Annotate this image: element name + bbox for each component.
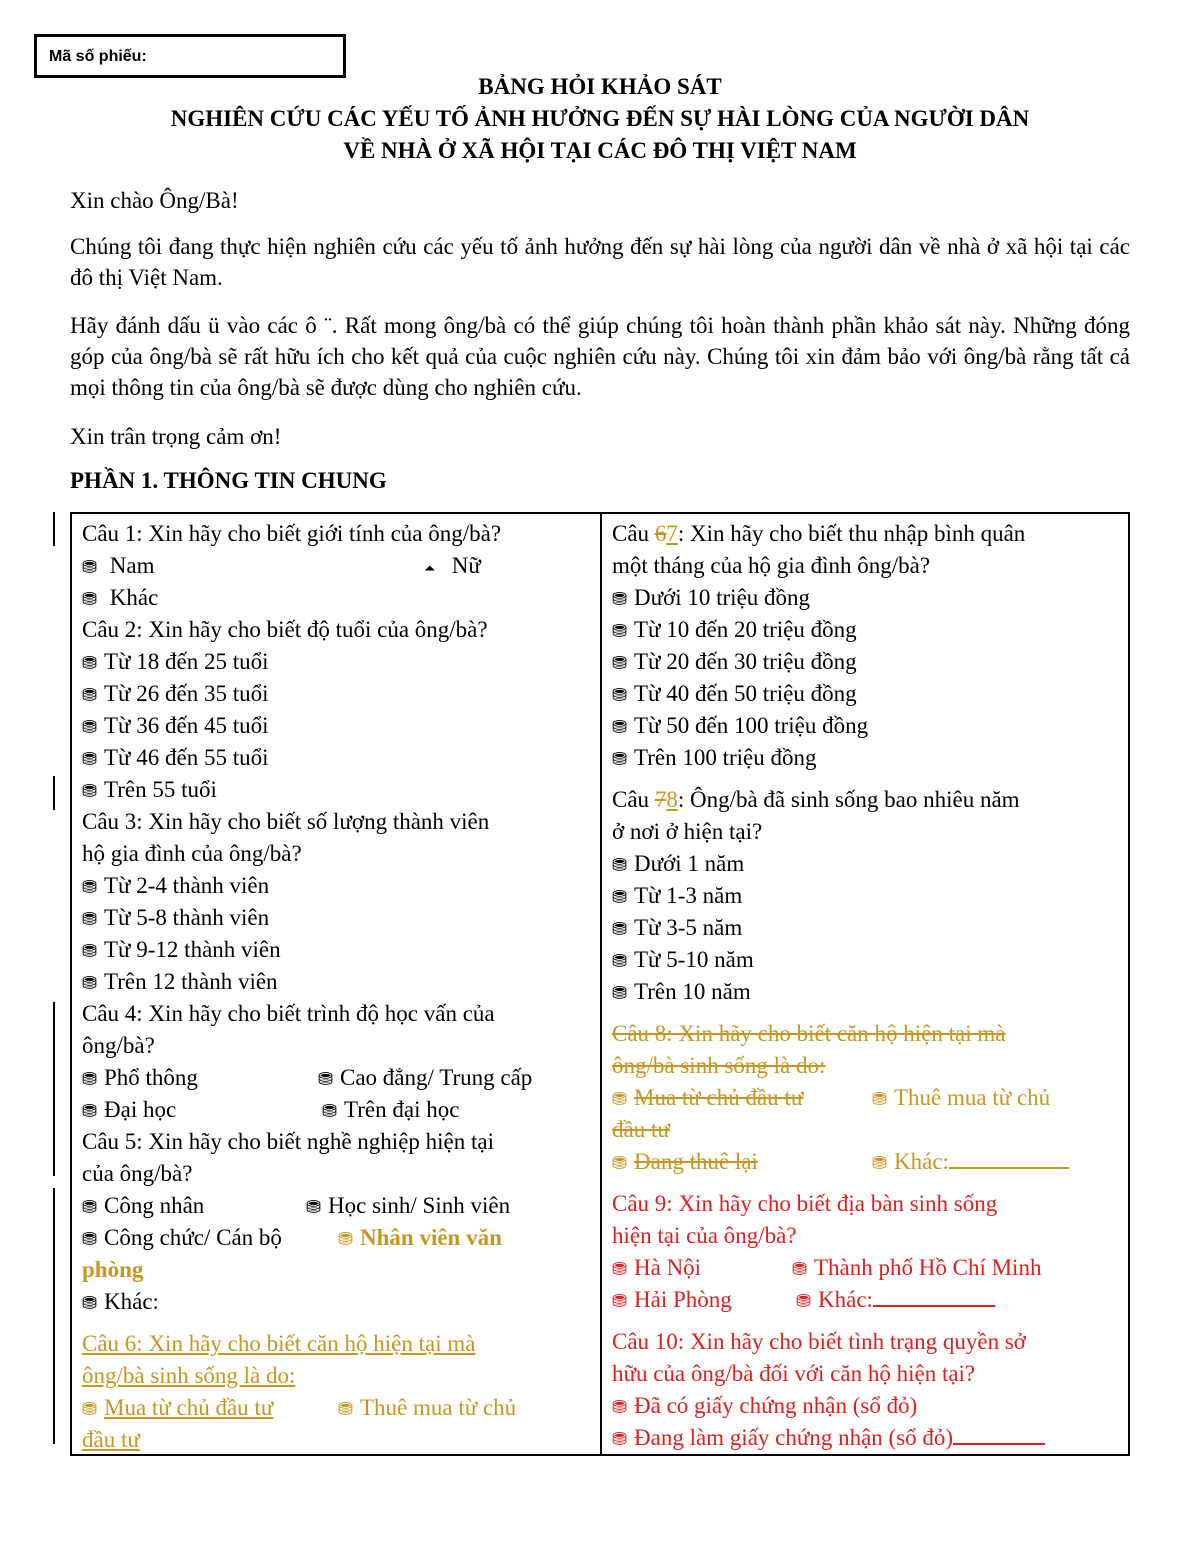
q9-options-row [612,1252,1122,1284]
inserted-number: 7 [666,521,678,546]
inserted-number: 8 [666,787,678,812]
q7-option[interactable] [612,582,1122,614]
checkbox-icon: ⛃ [612,855,628,876]
checkbox-icon: ⛃ [612,1089,628,1110]
q2-option[interactable] [82,710,592,742]
option-label: Từ 46 đến 55 tuổi [104,745,269,770]
q6-question-line-1: Câu 6: Xin hãy cho biết căn hộ hiện tại mà [82,1331,476,1356]
q4-question-line-2: ông/bà? [82,1033,155,1058]
option-label: Cao đẳng/ Trung cấp [340,1065,533,1090]
checkbox-icon: ⛃ [82,973,98,994]
option-label: Nhân viên văn [360,1225,502,1250]
question-text: : Ông/bà đã sinh sống bao nhiêu năm [677,787,1020,812]
option-label: Công nhân [104,1193,205,1218]
checkbox-icon: ⛃ [82,685,98,706]
spacer [612,1008,1122,1018]
q7-option[interactable] [612,614,1122,646]
deleted-q8-option-cont: đầu tư [612,1117,670,1142]
answer-blank[interactable] [953,1443,1045,1445]
q9-option[interactable] [612,1287,732,1312]
q3-option[interactable] [82,966,592,998]
answer-blank [949,1167,1069,1169]
option-label: Thuê mua từ chủ [360,1395,517,1420]
section-title: PHẦN 1. THÔNG TIN CHUNG [70,468,387,493]
q5-question-line-2: của ông/bà? [82,1161,193,1186]
checkbox-icon: ⛃ [82,1293,98,1314]
q7-option[interactable] [612,742,1122,774]
option-label: Từ 2-4 thành viên [104,873,270,898]
q6-question-line-2: ông/bà sinh sống là do: [82,1363,296,1388]
q8-question-line-2: ở nơi ở hiện tại? [612,819,763,844]
checkbox-icon: ⛃ [306,1197,322,1218]
q7-option[interactable] [612,646,1122,678]
checkbox-icon: ⛃ [796,1291,812,1312]
q4-options-row [82,1062,592,1094]
option-label: Thành phố Hồ Chí Minh [814,1255,1042,1280]
option-label: Phổ thông [104,1065,198,1090]
revision-bar [53,1002,55,1176]
q5-question-line-1: Câu 5: Xin hãy cho biết nghề nghiệp hiện tại [82,1129,494,1154]
option-label: Nữ [451,553,481,578]
left-column [82,518,592,1456]
deleted-q8-options-row [612,1146,1122,1178]
q4-option[interactable] [322,1094,459,1128]
option-label: Mua từ chủ đầu tư [634,1085,804,1110]
q9-question-line-2: hiện tại của ông/bà? [612,1223,797,1248]
option-label: Từ 26 đến 35 tuổi [104,681,269,706]
deleted-q8-option [612,1149,758,1174]
option-label: Từ 5-10 năm [634,947,754,972]
option-label: Đang thuê lại [634,1149,758,1174]
q1-options-row [82,550,592,582]
deleted-q8-question-line-1: Câu 8: Xin hãy cho biết căn hộ hiện tại mà [612,1021,1006,1046]
checkbox-icon: ⛃ [612,1259,628,1280]
q1-option-nu[interactable] [424,550,481,585]
greeting: Xin chào Ông/Bà! [70,188,239,213]
q9-options-row [612,1284,1122,1316]
option-label: Từ 5-8 thành viên [104,905,270,930]
spacer [612,774,1122,784]
q6-options-row [82,1392,592,1424]
q3-question-line-2: hộ gia đình của ông/bà? [82,841,302,866]
checkbox-icon: ⛃ [612,887,628,908]
checkbox-icon: ⛃ [82,941,98,962]
checkbox-icon: ⛃ [82,589,98,610]
deleted-q8-option [872,1082,1050,1116]
option-label: Hà Nội [634,1255,702,1280]
checkbox-icon: ⛃ [792,1259,808,1280]
revision-bar [53,512,55,546]
checkbox-icon: ⛃ [82,877,98,898]
option-label: Từ 9-12 thành viên [104,937,281,962]
q4-option[interactable] [318,1062,532,1096]
q7-option[interactable] [612,710,1122,742]
q8-option[interactable] [612,944,1122,976]
q6-option-cont: đầu tư [82,1427,140,1452]
q10-question-line-1: Câu 10: Xin hãy cho biết tình trạng quyền sở [612,1329,1026,1354]
checkbox-icon: ⛃ [322,1101,338,1122]
option-label: Trên 55 tuổi [104,777,217,802]
checkbox-icon: ⛃ [318,1069,334,1090]
revision-bar [53,1188,55,1444]
intro-paragraph-1: Chúng tôi đang thực hiện nghiên cứu các yếu tố ảnh hưởng đến sự hài lòng của người dân về nhà ở xã hội tại các đô thị Việt Nam. [70,234,1130,290]
deleted-q8-options-row [612,1082,1122,1114]
option-label: Dưới 10 triệu đồng [634,585,811,610]
right-column [612,518,1122,1454]
q4-option[interactable] [82,1065,198,1090]
q10-question-line-2: hữu của ông/bà đối với căn hộ hiện tại? [612,1361,976,1386]
q5-option[interactable] [82,1193,204,1218]
title-line-2: NGHIÊN CỨU CÁC YẾU TỐ ẢNH HƯỞNG ĐẾN SỰ HÀI LÒNG CỦA NGƯỜI DÂN [170,106,1030,131]
q2-option[interactable] [82,678,592,710]
option-label: Học sinh/ Sinh viên [328,1193,511,1218]
option-label: Từ 40 đến 50 triệu đồng [634,681,857,706]
checkbox-icon: ⛃ [82,909,98,930]
deleted-q8-option [872,1146,1069,1180]
q3-option[interactable] [82,934,592,966]
q9-option[interactable] [792,1252,1041,1286]
checkbox-icon: ⛃ [82,781,98,802]
option-label: Khác: [818,1287,873,1312]
deleted-q8-question-line-2: ông/bà sinh sống là do: [612,1053,826,1078]
radio-icon: ⏶ [424,561,436,577]
q3-option[interactable] [82,870,592,902]
checkbox-icon: ⛃ [612,621,628,642]
q7-option[interactable] [612,678,1122,710]
q2-option[interactable] [82,774,592,806]
checkbox-icon: ⛃ [612,951,628,972]
checkbox-icon: ⛃ [612,1153,628,1174]
q10-option[interactable] [612,1390,1122,1422]
q4-question-line-1: Câu 4: Xin hãy cho biết trình độ học vấn của [82,1001,495,1026]
checkbox-icon: ⛃ [338,1229,354,1250]
option-label: Hải Phòng [634,1287,732,1312]
question-prefix: Câu [612,787,655,812]
question-text: : Xin hãy cho biết thu nhập bình quân [677,521,1026,546]
checkbox-icon: ⛃ [612,1429,628,1450]
checkbox-icon: ⛃ [612,983,628,1004]
revision-bar [53,776,55,810]
checkbox-icon: ⛃ [872,1089,888,1110]
option-label: Thuê mua từ chủ [894,1085,1051,1110]
question-prefix: Câu [612,521,655,546]
q9-question-line-1: Câu 9: Xin hãy cho biết địa bàn sinh sống [612,1191,998,1216]
option-label: Từ 1-3 năm [634,883,743,908]
intro-paragraph-2: Hãy đánh dấu ü vào các ô ¨. Rất mong ông/bà có thể giúp chúng tôi hoàn thành phần khảo sát này. Những đóng góp của ông/bà sẽ rất hữu ích cho kết quả của cuộc nghiên cứu này. Chúng tôi xin đảm bảo với ông/bà rằng tất cả mọi thông tin của ông/bà sẽ được dùng cho nghiên cứu. [70,313,1130,400]
q3-option[interactable] [82,902,592,934]
q5-option-inserted-cont: phòng [82,1257,144,1282]
checkbox-icon: ⛃ [82,1229,98,1250]
q2-option[interactable] [82,742,592,774]
deleted-number: 7 [654,787,667,812]
option-label: Khác: [894,1149,949,1174]
checkbox-icon: ⛃ [612,653,628,674]
questions-table [70,512,1130,1456]
option-label: Đã có giấy chứng nhận (sổ đỏ) [634,1393,918,1418]
q5-options-row [82,1222,592,1254]
checkbox-icon: ⛃ [82,653,98,674]
answer-blank[interactable] [873,1305,995,1307]
q5-options-row [82,1190,592,1222]
checkbox-icon: ⛃ [612,717,628,738]
option-label: Dưới 1 năm [634,851,745,876]
option-label: Đang làm giấy chứng nhận (sổ đỏ) [634,1425,954,1450]
option-label: Trên 100 triệu đồng [634,745,817,770]
checkbox-icon: ⛃ [612,1291,628,1312]
q9-option[interactable] [612,1255,701,1280]
q9-option[interactable] [796,1284,995,1318]
option-label: Từ 50 đến 100 triệu đồng [634,713,869,738]
title-line-1: BẢNG HỎI KHẢO SÁT [478,74,722,99]
form-id-label: Mã số phiếu: [49,48,147,65]
option-label: Từ 36 đến 45 tuổi [104,713,269,738]
q8-question-line-1 [612,784,1122,816]
q6-option[interactable] [82,1395,273,1420]
q8-option[interactable] [612,848,1122,880]
option-label: Nam [109,553,155,578]
q5-option[interactable] [306,1190,510,1224]
q5-option-inserted[interactable] [338,1222,502,1256]
q3-question-line-1: Câu 3: Xin hãy cho biết số lượng thành viên [82,809,490,834]
checkbox-icon: ⛃ [82,1069,98,1090]
checkbox-icon: ⛃ [82,1197,98,1218]
option-label: Từ 18 đến 25 tuổi [104,649,269,674]
q7-question-line-1 [612,518,1122,550]
checkbox-icon: ⛃ [612,685,628,706]
title-line-3: VỀ NHÀ Ở XÃ HỘI TẠI CÁC ĐÔ THỊ VIỆT NAM [343,138,857,163]
option-label: Từ 3-5 năm [634,915,743,940]
checkbox-icon: ⛃ [82,717,98,738]
q10-option[interactable] [612,1422,1122,1454]
q2-option[interactable] [82,646,592,678]
q8-option[interactable] [612,880,1122,912]
option-label: Đại học [104,1097,177,1122]
option-label: Trên 12 thành viên [104,969,278,994]
option-label: Từ 10 đến 20 triệu đồng [634,617,857,642]
q4-option[interactable] [82,1097,176,1122]
q1-question: Câu 1: Xin hãy cho biết giới tính của ông/bà? [82,521,502,546]
checkbox-icon: ⛃ [612,919,628,940]
q6-option[interactable] [338,1392,516,1426]
thanks-text: Xin trân trọng cảm ơn! [70,424,282,449]
option-label: Khác [109,585,159,610]
q8-option[interactable] [612,912,1122,944]
q1-option-khac[interactable] [82,582,592,614]
option-label: Khác: [104,1289,159,1314]
q2-question: Câu 2: Xin hãy cho biết độ tuổi của ông/bà? [82,617,488,642]
checkbox-icon: ⛃ [612,589,628,610]
checkbox-icon: ⛃ [338,1399,354,1420]
checkbox-icon: ⛃ [82,557,98,578]
checkbox-icon: ⛃ [612,1397,628,1418]
checkbox-icon: ⛃ [82,1101,98,1122]
q4-options-row [82,1094,592,1126]
q8-option[interactable] [612,976,1122,1008]
deleted-q8-option [612,1085,803,1110]
option-label: Từ 20 đến 30 triệu đồng [634,649,857,674]
option-label: Mua từ chủ đầu tư [104,1395,274,1420]
column-divider [600,514,602,1454]
q5-option[interactable] [82,1286,592,1318]
checkbox-icon: ⛃ [82,749,98,770]
form-id-box[interactable] [34,34,346,78]
q5-option[interactable] [82,1225,282,1250]
spacer [82,1318,592,1328]
option-label: Trên đại học [344,1097,460,1122]
q1-option-nam[interactable] [82,553,154,578]
checkbox-icon: ⛃ [872,1153,888,1174]
q7-question-line-2: một tháng của hộ gia đình ông/bà? [612,553,931,578]
checkbox-icon: ⛃ [612,749,628,770]
option-label: Trên 10 năm [634,979,751,1004]
option-label: Công chức/ Cán bộ [104,1225,282,1250]
deleted-number: 6 [654,521,667,546]
checkbox-icon: ⛃ [82,1399,98,1420]
